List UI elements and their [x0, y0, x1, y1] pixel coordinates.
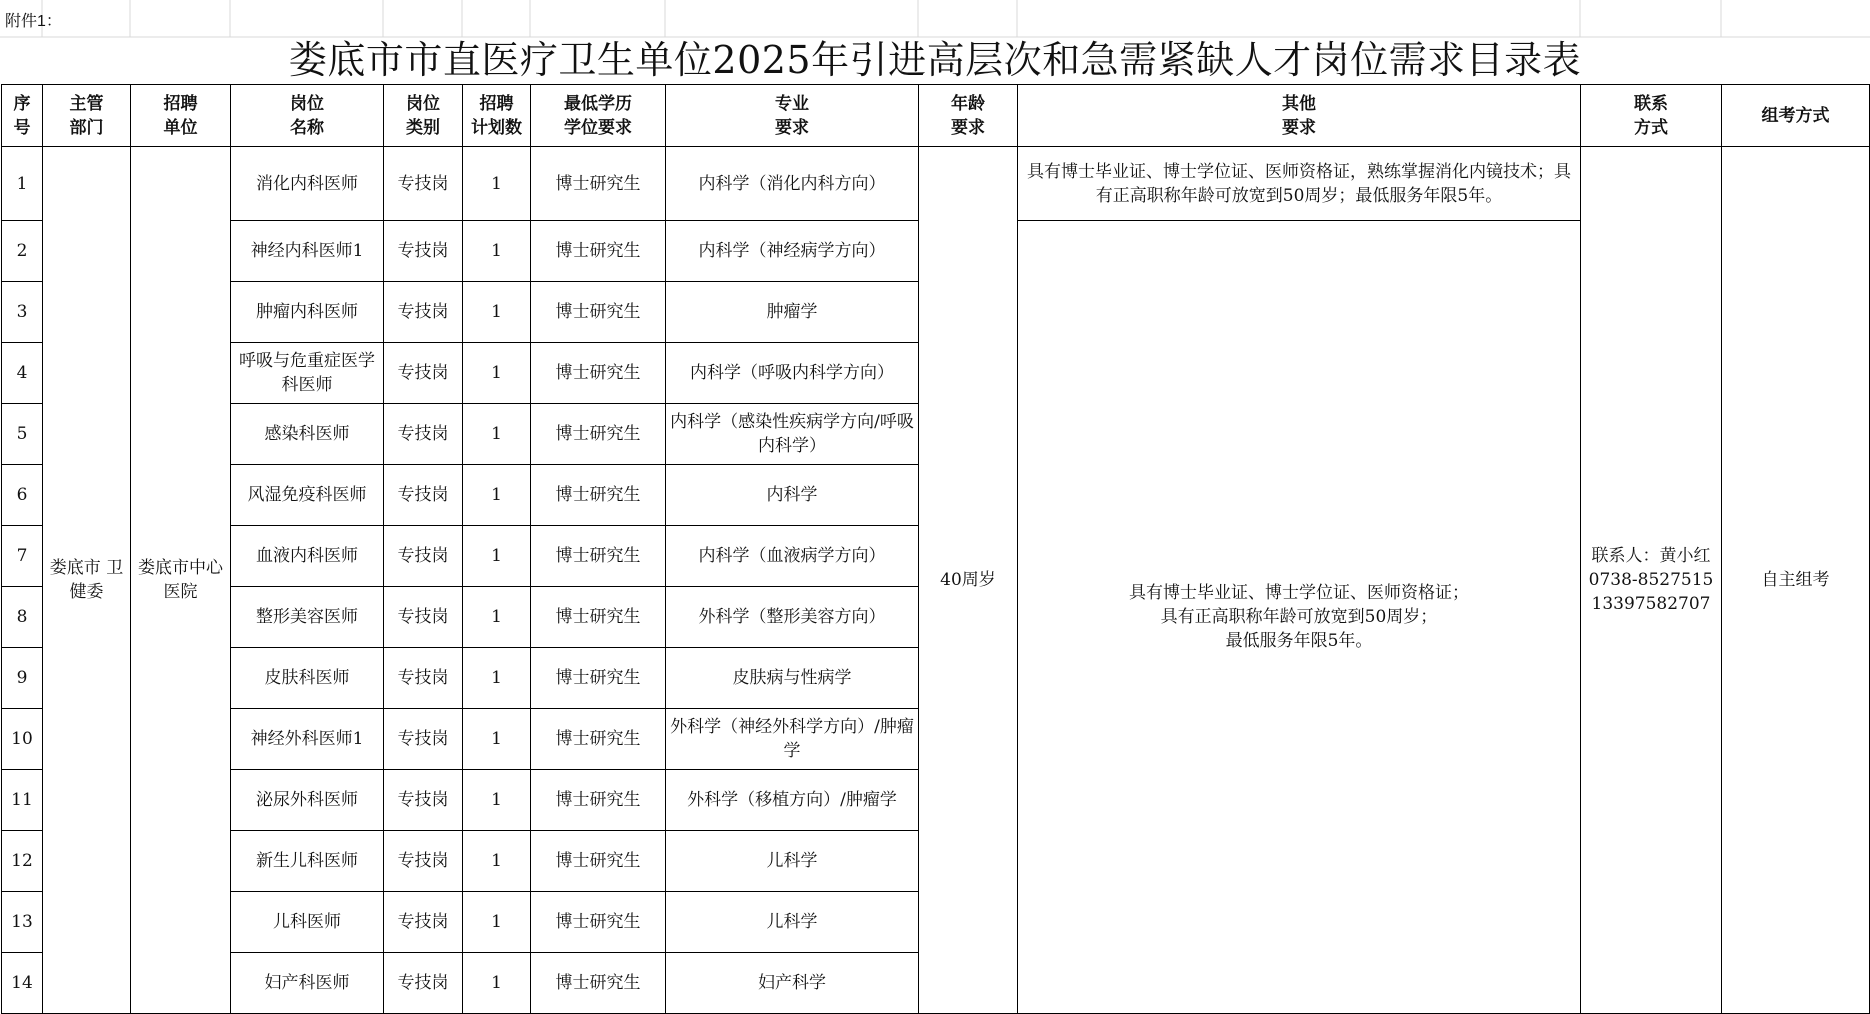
cell-position-type: 专技岗	[384, 282, 463, 343]
cell-position-name: 消化内科医师	[231, 147, 384, 221]
cell-seq: 11	[2, 770, 43, 831]
header-major: 专业 要求	[666, 85, 919, 147]
cell-position-name: 血液内科医师	[231, 526, 384, 587]
cell-plan-count: 1	[463, 587, 531, 648]
header-position-type: 岗位 类别	[384, 85, 463, 147]
cell-education: 博士研究生	[531, 526, 666, 587]
cell-position-name: 儿科医师	[231, 892, 384, 953]
cell-seq: 14	[2, 953, 43, 1014]
cell-plan-count: 1	[463, 648, 531, 709]
cell-education: 博士研究生	[531, 831, 666, 892]
cell-position-type: 专技岗	[384, 343, 463, 404]
cell-major: 外科学（移植方向）/肿瘤学	[666, 770, 919, 831]
position-table	[1, 84, 1870, 1014]
cell-department: 娄底市 卫健委	[43, 147, 131, 1014]
cell-position-name: 神经外科医师1	[231, 709, 384, 770]
cell-seq: 13	[2, 892, 43, 953]
cell-education: 博士研究生	[531, 404, 666, 465]
cell-position-type: 专技岗	[384, 404, 463, 465]
cell-education: 博士研究生	[531, 282, 666, 343]
cell-contact: 联系人：黄小红 0738-8527515 13397582707	[1581, 147, 1722, 1014]
cell-major: 内科学（感染性疾病学方向/呼吸内科学）	[666, 404, 919, 465]
cell-position-name: 整形美容医师	[231, 587, 384, 648]
cell-major: 儿科学	[666, 831, 919, 892]
cell-seq: 2	[2, 221, 43, 282]
cell-seq: 9	[2, 648, 43, 709]
cell-education: 博士研究生	[531, 465, 666, 526]
cell-position-type: 专技岗	[384, 770, 463, 831]
cell-seq: 10	[2, 709, 43, 770]
cell-age: 40周岁	[919, 147, 1018, 1014]
cell-major: 外科学（整形美容方向）	[666, 587, 919, 648]
header-exam-method: 组考方式	[1722, 85, 1870, 147]
header-education: 最低学历 学位要求	[531, 85, 666, 147]
header-other: 其他 要求	[1018, 85, 1581, 147]
cell-major: 肿瘤学	[666, 282, 919, 343]
cell-plan-count: 1	[463, 892, 531, 953]
cell-position-type: 专技岗	[384, 587, 463, 648]
header-unit: 招聘 单位	[131, 85, 231, 147]
cell-major: 内科学（血液病学方向）	[666, 526, 919, 587]
cell-position-type: 专技岗	[384, 831, 463, 892]
cell-position-type: 专技岗	[384, 648, 463, 709]
cell-plan-count: 1	[463, 526, 531, 587]
cell-education: 博士研究生	[531, 770, 666, 831]
cell-education: 博士研究生	[531, 343, 666, 404]
cell-other: 具有博士毕业证、博士学位证、医师资格证，熟练掌握消化内镜技术；具有正高职称年龄可放宽到50周岁；最低服务年限5年。	[1018, 147, 1581, 221]
cell-position-name: 新生儿科医师	[231, 831, 384, 892]
header-position-name: 岗位 名称	[231, 85, 384, 147]
cell-seq: 5	[2, 404, 43, 465]
cell-seq: 12	[2, 831, 43, 892]
cell-seq: 7	[2, 526, 43, 587]
header-plan-count: 招聘 计划数	[463, 85, 531, 147]
cell-seq: 8	[2, 587, 43, 648]
cell-seq: 3	[2, 282, 43, 343]
cell-major: 皮肤病与性病学	[666, 648, 919, 709]
cell-exam-method: 自主组考	[1722, 147, 1870, 1014]
cell-education: 博士研究生	[531, 221, 666, 282]
cell-position-name: 皮肤科医师	[231, 648, 384, 709]
cell-plan-count: 1	[463, 465, 531, 526]
cell-education: 博士研究生	[531, 587, 666, 648]
cell-position-type: 专技岗	[384, 892, 463, 953]
table-row	[2, 147, 1870, 221]
cell-plan-count: 1	[463, 282, 531, 343]
header-contact: 联系 方式	[1581, 85, 1722, 147]
cell-plan-count: 1	[463, 221, 531, 282]
cell-plan-count: 1	[463, 709, 531, 770]
attachment-label: 附件1：	[5, 13, 62, 30]
cell-position-type: 专技岗	[384, 147, 463, 221]
cell-seq: 1	[2, 147, 43, 221]
cell-position-name: 妇产科医师	[231, 953, 384, 1014]
cell-plan-count: 1	[463, 953, 531, 1014]
cell-position-type: 专技岗	[384, 953, 463, 1014]
cell-education: 博士研究生	[531, 648, 666, 709]
cell-position-name: 泌尿外科医师	[231, 770, 384, 831]
page-title: 娄底市市直医疗卫生单位2025年引进高层次和急需紧缺人才岗位需求目录表	[288, 38, 1582, 82]
cell-plan-count: 1	[463, 343, 531, 404]
cell-position-name: 神经内科医师1	[231, 221, 384, 282]
cell-seq: 4	[2, 343, 43, 404]
cell-position-type: 专技岗	[384, 465, 463, 526]
cell-plan-count: 1	[463, 404, 531, 465]
cell-major: 内科学（消化内科方向）	[666, 147, 919, 221]
cell-major: 内科学（神经病学方向）	[666, 221, 919, 282]
cell-education: 博士研究生	[531, 709, 666, 770]
header-row	[2, 85, 1870, 147]
cell-unit: 娄底市中心医院	[131, 147, 231, 1014]
cell-position-name: 感染科医师	[231, 404, 384, 465]
cell-major: 内科学	[666, 465, 919, 526]
cell-major: 妇产科学	[666, 953, 919, 1014]
cell-position-name: 风湿免疫科医师	[231, 465, 384, 526]
cell-major: 外科学（神经外科学方向）/肿瘤学	[666, 709, 919, 770]
cell-plan-count: 1	[463, 147, 531, 221]
header-age: 年龄 要求	[919, 85, 1018, 147]
cell-plan-count: 1	[463, 770, 531, 831]
cell-position-type: 专技岗	[384, 526, 463, 587]
cell-position-name: 肿瘤内科医师	[231, 282, 384, 343]
header-seq: 序 号	[2, 85, 43, 147]
cell-other: 具有博士毕业证、博士学位证、医师资格证； 具有正高职称年龄可放宽到50周岁； 最低服务年限5年。	[1018, 221, 1581, 1014]
cell-education: 博士研究生	[531, 892, 666, 953]
cell-position-type: 专技岗	[384, 709, 463, 770]
cell-major: 内科学（呼吸内科学方向）	[666, 343, 919, 404]
cell-major: 儿科学	[666, 892, 919, 953]
header-department: 主管 部门	[43, 85, 131, 147]
cell-position-name: 呼吸与危重症医学科医师	[231, 343, 384, 404]
cell-education: 博士研究生	[531, 147, 666, 221]
cell-position-type: 专技岗	[384, 221, 463, 282]
cell-plan-count: 1	[463, 831, 531, 892]
cell-education: 博士研究生	[531, 953, 666, 1014]
cell-seq: 6	[2, 465, 43, 526]
